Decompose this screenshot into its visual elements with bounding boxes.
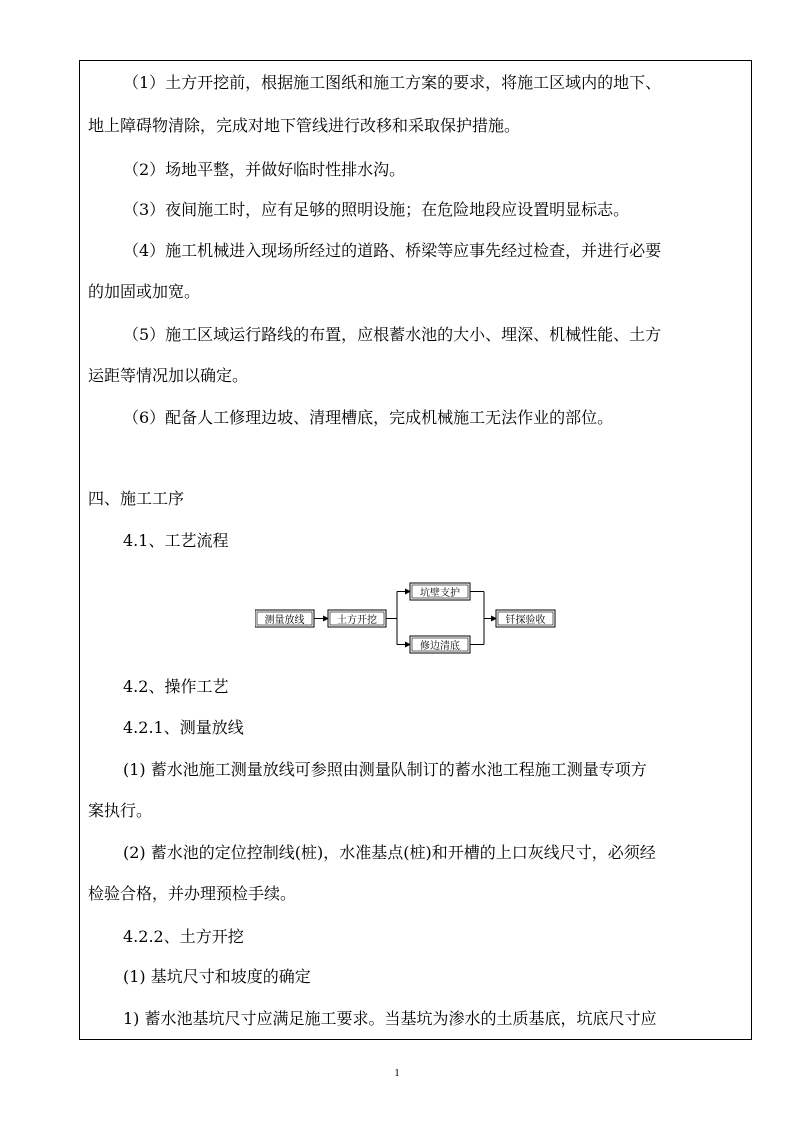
flow-box-1-label: 测量放线: [264, 615, 305, 626]
flow-box-5-label: 钎探验收: [505, 615, 546, 626]
paragraph-3: （3）夜间施工时，应有足够的照明设施；在危险地段应设置明显标志。: [123, 200, 630, 219]
flow-box-3: [410, 583, 470, 600]
paragraph-7-line-1: (1) 蓄水池施工测量放线可参照由测量队制订的蓄水池工程施工测量专项方: [123, 760, 647, 779]
paragraph-4-line-1: （4）施工机械进入现场所经过的道路、桥梁等应事先经过检查，并进行必要: [123, 241, 662, 260]
paragraph-5-line-1: （5）施工区域运行路线的布置，应根蓄水池的大小、埋深、机械性能、土方: [123, 325, 662, 344]
paragraph-1-line-1: （1）土方开挖前，根据施工图纸和施工方案的要求，将施工区域内的地下、: [123, 73, 662, 92]
section-4-2-heading: 4.2、操作工艺: [123, 677, 229, 696]
page-number: 1: [394, 1067, 400, 1079]
paragraph-1-line-2: 地上障碍物清除，完成对地下管线进行改移和采取保护措施。: [88, 116, 521, 135]
paragraph-6: （6）配备人工修理边坡、清理槽底，完成机械施工无法作业的部位。: [123, 408, 614, 427]
paragraph-9: (1) 基坑尺寸和坡度的确定: [123, 967, 311, 986]
paragraph-2: （2）场地平整，并做好临时性排水沟。: [123, 160, 406, 179]
paragraph-8-line-2: 检验合格，并办理预检手续。: [88, 884, 297, 903]
flow-box-3-label: 坑壁支护: [420, 588, 460, 599]
flow-box-4-label: 修边清底: [420, 641, 460, 652]
flow-box-2-label: 土方开挖: [337, 615, 377, 626]
flow-box-4: [410, 636, 470, 653]
paragraph-5-line-2: 运距等情况加以确定。: [88, 366, 249, 385]
flow-box-2: [328, 610, 386, 627]
paragraph-8-line-1: (2) 蓄水池的定位控制线(桩)，水准基点(桩)和开槽的上口灰线尺寸，必须经: [123, 843, 656, 862]
section-4-heading: 四、施工工序: [88, 489, 185, 508]
flow-box-5: [496, 610, 555, 627]
paragraph-4-line-2: 的加固或加宽。: [88, 282, 201, 301]
paragraph-7-line-2: 案执行。: [88, 801, 153, 820]
paragraph-10: 1) 蓄水池基坑尺寸应满足施工要求。当基坑为渗水的土质基底，坑底尺寸应: [123, 1009, 657, 1028]
section-4-2-1-heading: 4.2.1、测量放线: [123, 718, 244, 737]
section-4-1-heading: 4.1、工艺流程: [123, 531, 229, 550]
flow-box-1: [255, 610, 314, 627]
section-4-2-2-heading: 4.2.2、土方开挖: [123, 927, 244, 946]
process-flowchart: [255, 580, 575, 660]
